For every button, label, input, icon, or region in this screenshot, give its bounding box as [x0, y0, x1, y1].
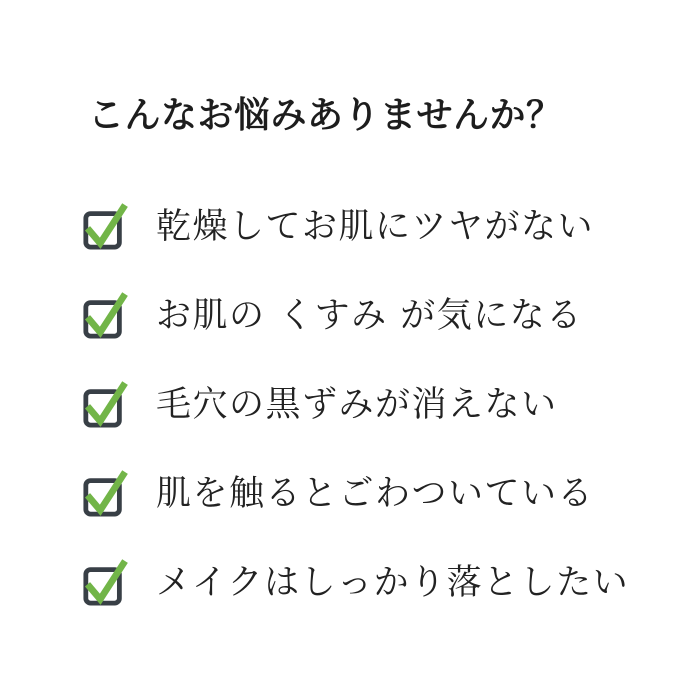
list-item	[82, 559, 629, 607]
list-item-label: お肌の くすみ が気になる	[156, 295, 583, 336]
checkbox-checked-icon	[82, 292, 128, 340]
list-item	[82, 292, 629, 340]
list-item	[82, 470, 629, 518]
list-item-label: 肌を触るとごわついている	[156, 473, 595, 514]
list-item-label: 毛穴の黒ずみが消えない	[156, 384, 558, 425]
concern-checklist	[82, 203, 629, 607]
list-item	[82, 381, 629, 429]
checkbox-checked-icon	[82, 381, 128, 429]
checkbox-checked-icon	[82, 470, 128, 518]
checkbox-checked-icon	[82, 203, 128, 251]
list-item-label: 乾燥してお肌にツヤがない	[156, 206, 595, 247]
page-title: こんなお悩みありませんか？	[88, 95, 563, 136]
checkbox-checked-icon	[82, 559, 128, 607]
list-item	[82, 203, 629, 251]
list-item-label: メイクはしっかり落としたい	[156, 562, 630, 603]
